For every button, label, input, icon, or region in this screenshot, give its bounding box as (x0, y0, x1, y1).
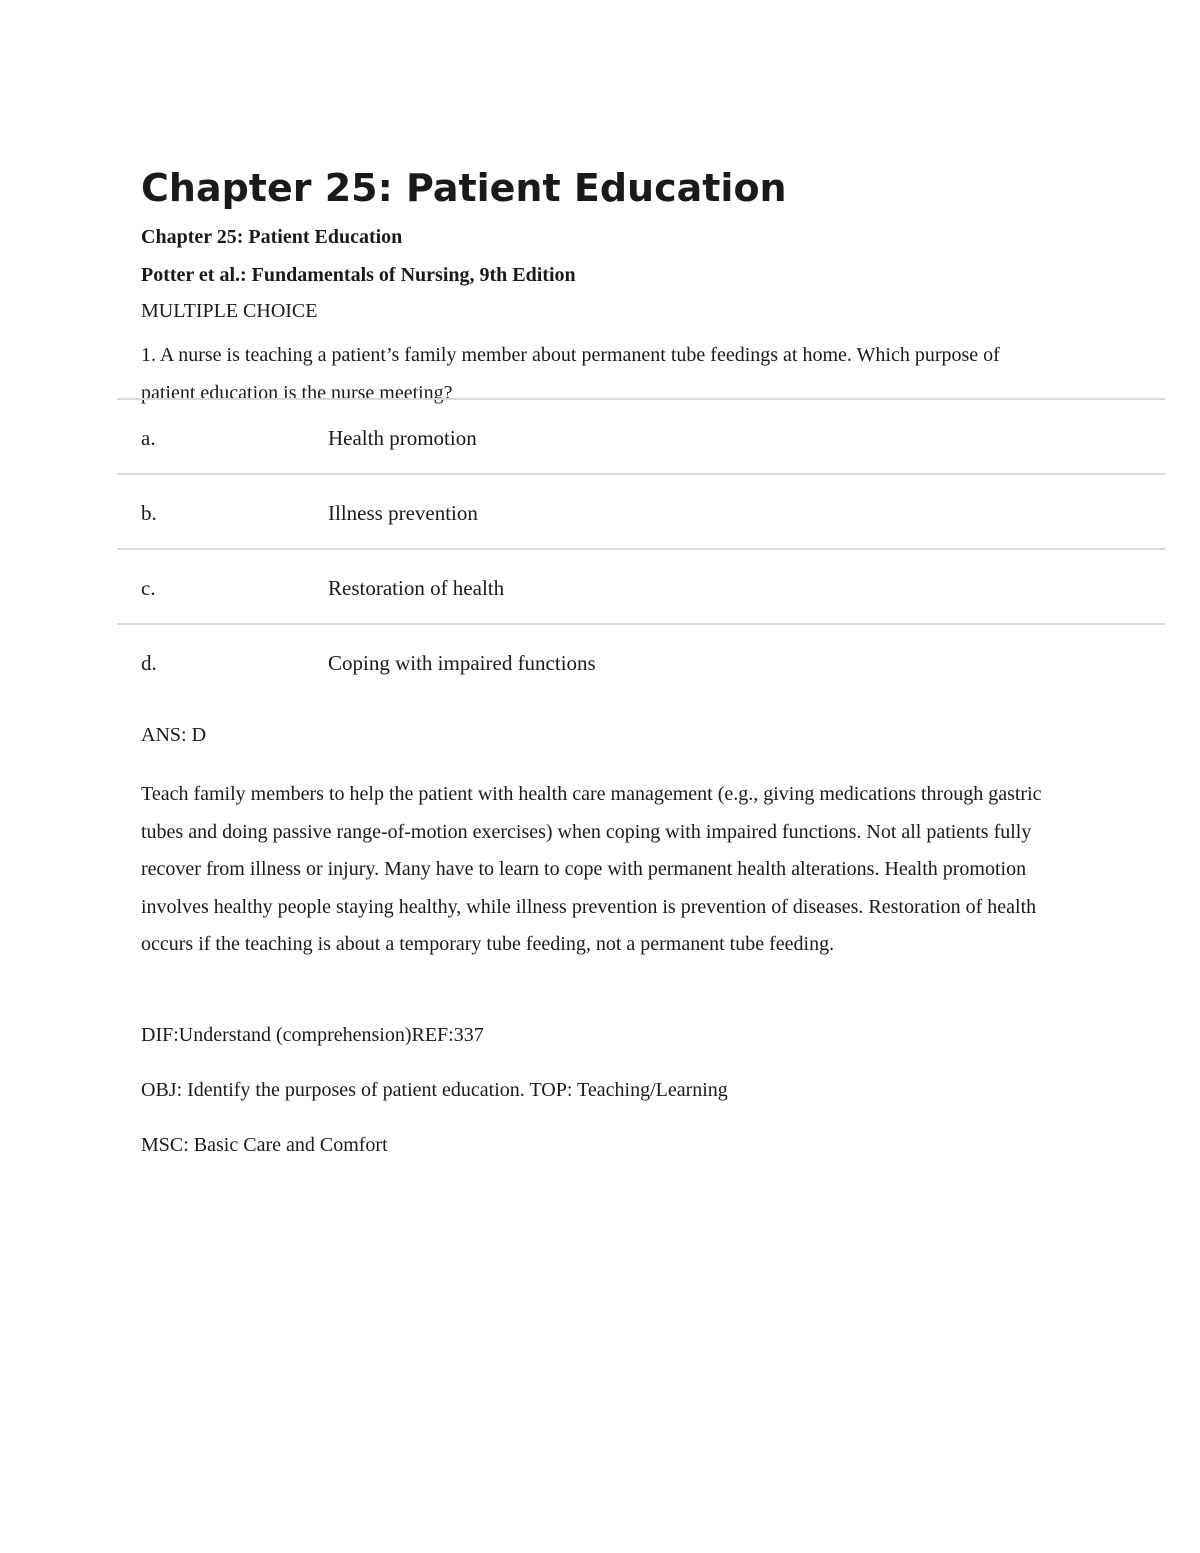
chapter-heading: Chapter 25: Patient Education (141, 226, 403, 248)
document-title: Chapter 25: Patient Education (141, 166, 787, 210)
choice-row-d (117, 625, 1165, 698)
msc-category: MSC: Basic Care and Comfort (141, 1134, 388, 1156)
choice-text: Coping with impaired functions (328, 651, 596, 675)
choice-text: Illness prevention (328, 501, 478, 525)
choice-text: Restoration of health (328, 576, 505, 600)
answer-key: ANS: D (141, 724, 207, 746)
section-label: MULTIPLE CHOICE (141, 300, 318, 322)
choice-row-a (117, 400, 1165, 475)
choice-letter: d. (141, 651, 157, 675)
choice-row-b (117, 475, 1165, 550)
choice-row-c (117, 550, 1165, 625)
choice-letter: b. (141, 501, 157, 525)
difficulty-reference: DIF:Understand (comprehension)REF:337 (141, 1024, 484, 1046)
answer-choices-table (117, 398, 1165, 698)
choice-letter: a. (141, 426, 156, 450)
question-text: 1. A nurse is teaching a patient’s family member about permanent tube feedings at home. Which purpose of patient education is the nurse meeting? (141, 344, 1000, 404)
rationale-text: Teach family members to help the patient with health care management (e.g., giving medications through gastric tubes and doing passive range-of-motion exercises) when coping with impaired functions. Not all patients fully recover from illness or injury. Many have to learn to cope with permanent health alterations. Health promotion involves healthy people staying healthy, while illness prevention is prevention of diseases. Restoration of health occurs if the teaching is about a temporary tube feeding, not a permanent tube feeding. (141, 783, 1042, 956)
choice-text: Health promotion (328, 426, 477, 450)
book-reference: Potter et al.: Fundamentals of Nursing, 9th Edition (141, 264, 576, 286)
choice-letter: c. (141, 576, 156, 600)
objective-topic: OBJ: Identify the purposes of patient education. TOP: Teaching/Learning (141, 1079, 728, 1101)
